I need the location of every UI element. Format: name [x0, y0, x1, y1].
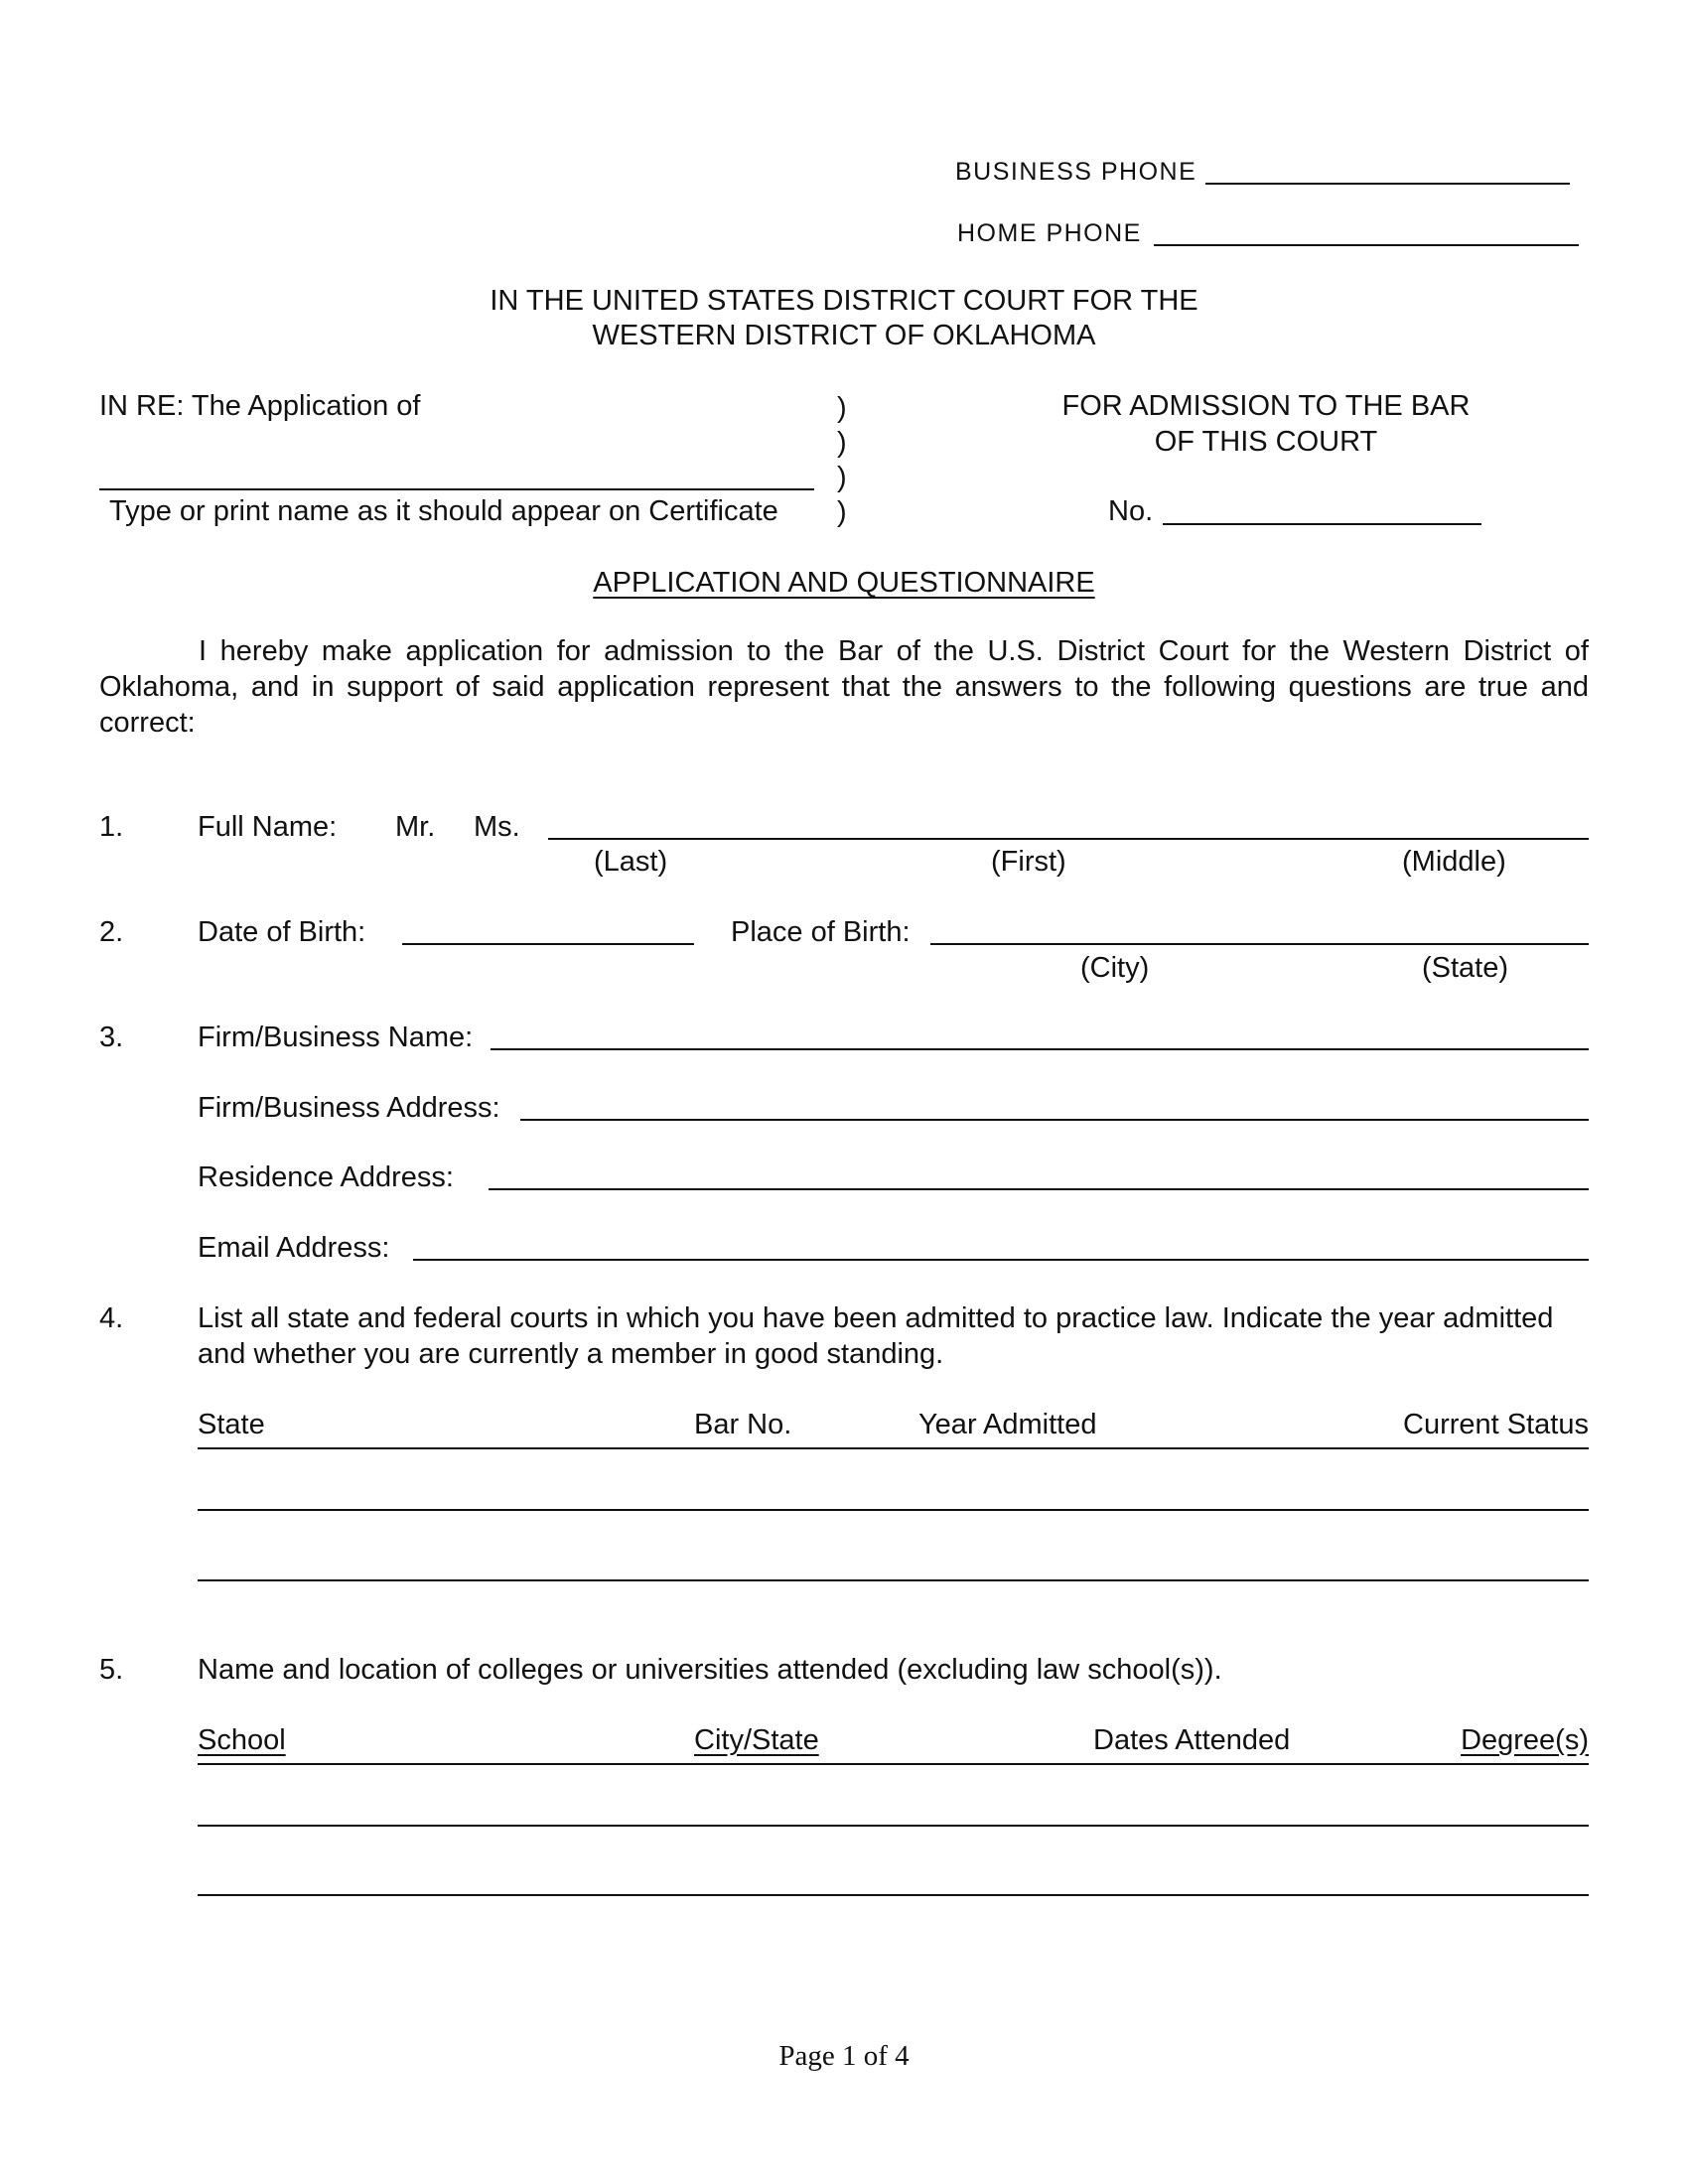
column-header: Year Admitted: [918, 1409, 1097, 1440]
column-header: City/State: [694, 1724, 819, 1756]
bar-admission-row-field[interactable]: [198, 1579, 1589, 1581]
name-instruction: Type or print name as it should appear on Certificate: [109, 495, 778, 527]
pob-field[interactable]: [930, 943, 1589, 945]
q4-number: 4.: [99, 1302, 124, 1334]
pob-label: Place of Birth:: [731, 916, 911, 948]
email-address-label: Email Address:: [198, 1232, 390, 1264]
case-number-field[interactable]: [1163, 523, 1481, 525]
q2-number: 2.: [99, 916, 124, 948]
college-row-field[interactable]: [198, 1825, 1589, 1827]
full-name-label: Full Name:: [198, 811, 338, 843]
caption-paren: ): [837, 427, 847, 459]
last-sublabel: (Last): [594, 846, 668, 878]
caption-paren: ): [837, 496, 847, 528]
column-header: State: [198, 1409, 265, 1440]
home-phone-field[interactable]: [1154, 244, 1579, 246]
in-re-label: IN RE: The Application of: [99, 390, 421, 422]
ms-option[interactable]: Ms.: [474, 811, 520, 843]
middle-sublabel: (Middle): [1402, 846, 1506, 878]
residence-address-label: Residence Address:: [198, 1161, 454, 1193]
caption-paren: ): [837, 462, 847, 493]
email-address-field[interactable]: [413, 1259, 1589, 1261]
caption-paren: ): [837, 392, 847, 424]
intro-text: I hereby make application for admission to the Bar of the U.S. District Court for the Western District of Oklahoma, and in support of said application represent that the answers to the following questions are true and correct:: [99, 635, 1589, 739]
college-row-field[interactable]: [198, 1894, 1589, 1896]
page-number: Page 1 of 4: [778, 2040, 910, 2072]
column-header: Dates Attended: [1093, 1724, 1291, 1756]
column-header: Degree(s): [1461, 1724, 1589, 1756]
state-sublabel: (State): [1422, 952, 1509, 984]
home-phone-label: HOME PHONE: [957, 219, 1142, 247]
bar-admission-row-field[interactable]: [198, 1509, 1589, 1511]
firm-name-label: Firm/Business Name:: [198, 1022, 474, 1053]
firm-name-field[interactable]: [491, 1048, 1589, 1050]
q4-text-line1: List all state and federal courts in which you have been admitted to practice law. Indicate the year admitted: [198, 1302, 1554, 1334]
residence-address-field[interactable]: [489, 1188, 1589, 1190]
dob-label: Date of Birth:: [198, 916, 366, 948]
form-title: APPLICATION AND QUESTIONNAIRE: [593, 567, 1095, 599]
column-header: Bar No.: [694, 1409, 792, 1440]
column-header: School: [198, 1724, 286, 1756]
q1-number: 1.: [99, 811, 124, 843]
business-phone-field[interactable]: [1205, 183, 1570, 185]
admission-line1: FOR ADMISSION TO THE BAR: [1061, 390, 1471, 422]
mr-option[interactable]: Mr.: [395, 811, 436, 843]
column-header: Current Status: [1403, 1409, 1589, 1440]
city-sublabel: (City): [1080, 952, 1150, 984]
dob-field[interactable]: [402, 943, 694, 945]
court-heading-line2: WESTERN DISTRICT OF OKLAHOMA: [592, 320, 1096, 351]
admission-line2: OF THIS COURT: [1154, 426, 1378, 458]
q4-text-line2: and whether you are currently a member in good standing.: [198, 1338, 944, 1370]
applicant-name-field[interactable]: [99, 488, 814, 490]
firm-address-field[interactable]: [520, 1119, 1589, 1121]
colleges-header: [198, 1723, 1589, 1765]
full-name-field[interactable]: [548, 838, 1589, 840]
firm-address-label: Firm/Business Address:: [198, 1092, 500, 1124]
q5-number: 5.: [99, 1654, 124, 1686]
q5-text: Name and location of colleges or universities attended (excluding law school(s)).: [198, 1654, 1222, 1686]
intro-paragraph: [99, 633, 1589, 741]
bar-admissions-header: [198, 1408, 1589, 1449]
case-number-label: No.: [1108, 495, 1154, 527]
business-phone-label: BUSINESS PHONE: [955, 158, 1197, 186]
first-sublabel: (First): [991, 846, 1066, 878]
q3-number: 3.: [99, 1022, 124, 1053]
court-heading-line1: IN THE UNITED STATES DISTRICT COURT FOR THE: [490, 285, 1198, 317]
